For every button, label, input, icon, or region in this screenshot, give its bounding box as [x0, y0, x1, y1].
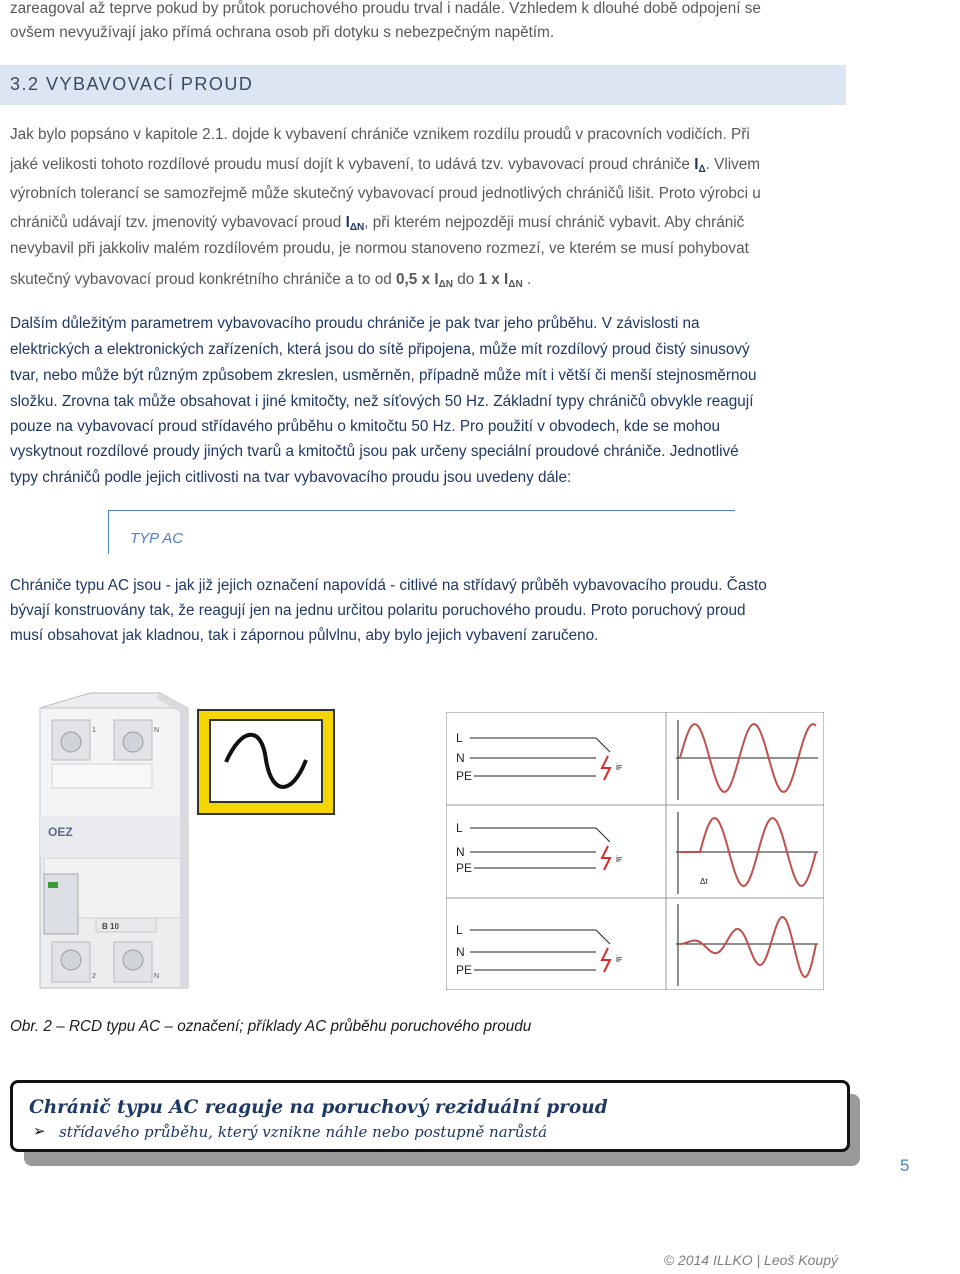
- conductor-l: L: [456, 821, 463, 835]
- text-segment: . Vlivem: [705, 156, 761, 173]
- conductor-n: N: [456, 845, 465, 859]
- symbol-subscript: ΔN: [349, 222, 365, 233]
- page-number: 5: [900, 1156, 910, 1175]
- summary-box: [10, 1080, 850, 1152]
- conductor-l: L: [456, 923, 463, 937]
- conductor-pe: PE: [456, 769, 473, 783]
- conductor-pe: PE: [456, 963, 473, 977]
- fault-current-label: iF: [616, 854, 623, 864]
- brand-logo: OEZ: [48, 825, 73, 839]
- delta-t-label: Δt: [700, 877, 708, 886]
- text-line: výrobních tolerancí se samozřejmě může skutečný vybavovací proud jednotlivých chráničů lišit. Proto výrobci u: [10, 185, 761, 202]
- conductor-pe: PE: [456, 861, 473, 875]
- symbol-i: I: [694, 156, 699, 173]
- text-line: tvar, nebo může být různým způsobem zkreslen, usměrněn, případně může mít i větší či menší stejnosměrnou: [10, 367, 757, 384]
- text-line: elektrických a elektronických zařízeních, která jsou do sítě připojena, může mít rozdílový proud čistý sinusový: [10, 341, 750, 358]
- range-max: 1 x I: [478, 271, 509, 288]
- text-segment: skutečný vybavovací proud konkrétního chrániče a to od: [10, 271, 397, 288]
- text-segment: chráničů udávají tzv. jmenovitý vybavovací proud: [10, 214, 346, 231]
- summary-item: střídavého průběhu, který vznikne náhle nebo postupně narůstá: [59, 1123, 548, 1141]
- rating-label: B 10: [102, 922, 119, 931]
- figure-caption: Obr. 2 – RCD typu AC – označení; příklady AC průběhu poruchového proudu: [10, 1018, 532, 1035]
- subheading-rule: [108, 510, 109, 554]
- text-line: pouze na vybavovací proud střídavého průběhu o kmitočtu 50 Hz. Pro použití v obvodech, kde se mohou: [10, 418, 721, 435]
- symbol-i: I: [345, 214, 350, 231]
- text-line: Jak bylo popsáno v kapitole 2.1. dojde k vybavení chrániče vznikem rozdílu proudů v pracovních vodičích. Při: [10, 126, 750, 143]
- summary-title: Chránič typu AC reaguje na poruchový reziduální proud: [29, 1097, 608, 1118]
- text-line: složku. Zrovna tak může obsahovat i jiné kmitočty, než síťových 50 Hz. Základní typy chráničů obvykle reagují: [10, 393, 754, 410]
- text-segment: .: [522, 271, 532, 288]
- text-segment: jaké velikosti tohoto rozdílové proudu musí dojít k vybavení, to udává tzv. vybavovací proud chrániče: [10, 156, 695, 173]
- subheading-rule: [108, 510, 735, 511]
- rcd-device-image: [30, 688, 340, 998]
- symbol-subscript: Δ: [698, 164, 706, 175]
- conductor-l: L: [456, 731, 463, 745]
- text-line: ovšem nevyužívají jako přímá ochrana osob při dotyku s nebezpečným napětím.: [10, 24, 555, 41]
- text-line: Dalším důležitým parametrem vybavovacího proudu chrániče je pak tvar jeho průběhu. V závislosti na: [10, 315, 700, 332]
- terminal-label: 1: [92, 727, 96, 734]
- fault-current-label: iF: [616, 954, 623, 964]
- conductor-n: N: [456, 945, 465, 959]
- text-segment: , při kterém nejpozději musí chránič vybavit. Aby chránič: [364, 214, 745, 231]
- text-line: musí obsahovat jak kladnou, tak i zápornou půlvlnu, aby bylo jejich vybavení zaručeno.: [10, 627, 599, 644]
- range-min: 0,5 x I: [396, 271, 439, 288]
- footer-copyright: © 2014 ILLKO | Leoš Koupý: [663, 1252, 838, 1268]
- section-heading: 3.2 VYBAVOVACÍ PROUD: [10, 74, 254, 94]
- text-segment: do: [453, 271, 479, 288]
- text-line: typy chráničů podle jejich citlivosti na tvar vybavovacího proudu jsou uvedeny dále:: [10, 469, 572, 486]
- ac-waveform-diagram: [446, 712, 824, 990]
- text-line: nevybavil při jakkoliv malém rozdílovém proudu, je normou stanoveno rozmezí, ve kterém se musí pohybovat: [10, 240, 749, 257]
- subheading-typ-ac: TYP AC: [130, 530, 184, 547]
- text-line: bývají konstruovány tak, že reagují jen na jednu určitou polaritu poruchového proudu. Proto poruchový proud: [10, 602, 746, 619]
- terminal-label: 2: [92, 973, 96, 980]
- text-line: vyskytnout rozdílové proudy jiných tvarů a kmitočtů jsou pak určeny speciální proudové chrániče. Jednotlivé: [10, 443, 739, 460]
- arrow-bullet-icon: ➢: [33, 1123, 46, 1140]
- symbol-subscript: ΔN: [438, 279, 453, 290]
- terminal-label: N: [154, 973, 160, 980]
- conductor-n: N: [456, 751, 465, 765]
- section-heading-bar: [0, 65, 846, 105]
- symbol-subscript: ΔN: [508, 279, 523, 290]
- fault-current-label: iF: [616, 762, 623, 772]
- text-line: zareagoval až teprve pokud by průtok poruchového proudu trval i nadále. Vzhledem k dlouhé době odpojení se: [10, 0, 761, 17]
- terminal-label: N: [154, 727, 160, 734]
- text-line: [10, 267, 940, 298]
- text-line: Chrániče typu AC jsou - jak již jejich označení napovídá - citlivé na střídavý průběh vybavovacího proudu. Často: [10, 577, 767, 594]
- text-line: [10, 152, 940, 183]
